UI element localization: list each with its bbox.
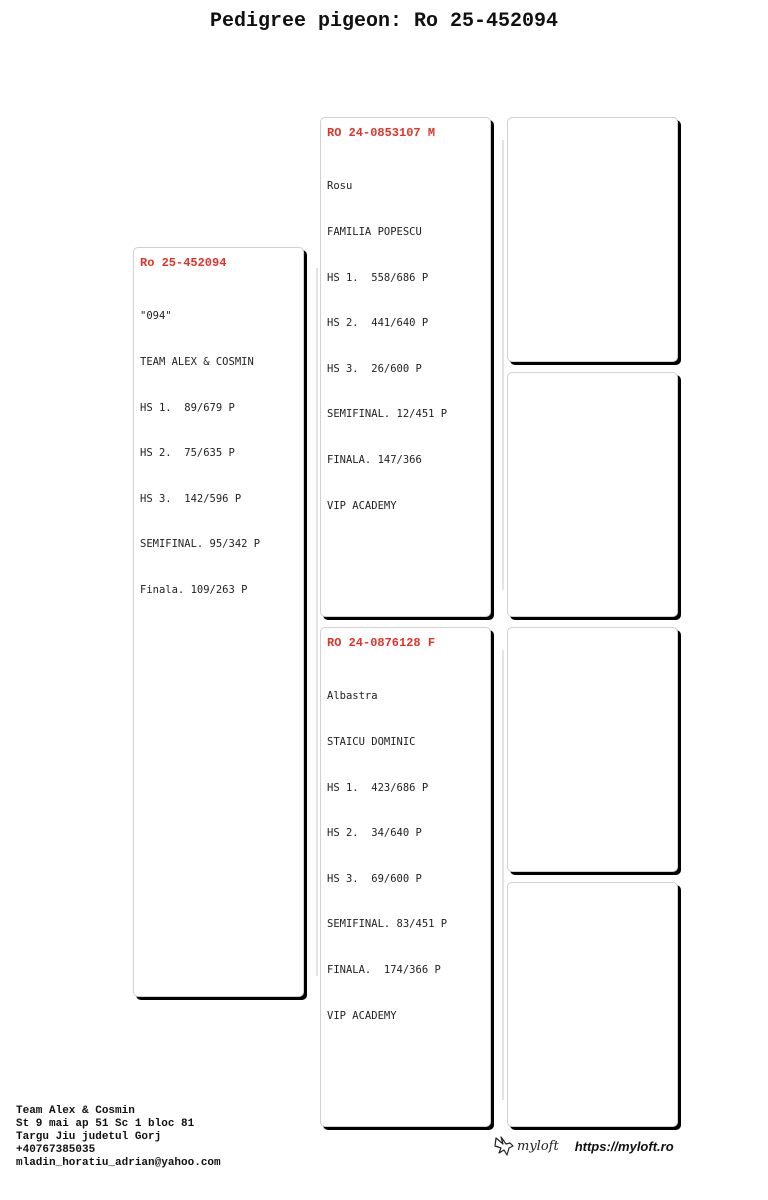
connector-dam: [502, 650, 504, 1100]
owner-phone: +40767385035: [16, 1144, 96, 1156]
pigeon-card-sire-sire: [507, 117, 678, 362]
pigeon-details: [327, 149, 447, 544]
detail-line: Finala. 109/263 P: [140, 584, 248, 597]
detail-line: SEMIFINAL. 12/451 P: [327, 408, 448, 421]
owner-name: Team Alex & Cosmin: [16, 1105, 135, 1117]
owner-address: St 9 mai ap 51 Sc 1 bloc 81: [16, 1118, 195, 1130]
detail-line: VIP ACADEMY: [327, 1009, 397, 1022]
detail-line: Rosu: [327, 180, 353, 193]
owner-city: Targu Jiu judetul Gorj: [16, 1131, 162, 1143]
brand-block: [493, 1133, 674, 1159]
detail-line: TEAM ALEX & COSMIN: [140, 356, 254, 369]
brand-url-link[interactable]: https://myloft.ro: [574, 1138, 674, 1154]
detail-line: SEMIFINAL. 95/342 P: [140, 538, 261, 551]
detail-line: HS 3. 26/600 P: [327, 362, 422, 375]
pigeon-logo-icon: [493, 1134, 515, 1158]
pigeon-details: [140, 279, 260, 629]
pigeon-card-sire-dam: [507, 372, 678, 617]
connector-subject: [316, 268, 318, 976]
detail-line: HS 3. 142/596 P: [140, 492, 242, 505]
detail-line: STAICU DOMINIC: [327, 736, 416, 749]
ring-number: RO 24-0853107 M: [327, 126, 436, 140]
detail-line: "094": [140, 310, 172, 323]
connector-sire: [502, 140, 504, 590]
pigeon-details: [327, 659, 447, 1054]
detail-line: VIP ACADEMY: [327, 499, 397, 512]
detail-line: SEMIFINAL. 83/451 P: [327, 918, 448, 931]
pigeon-card-dam-sire: [507, 627, 678, 872]
detail-line: HS 2. 441/640 P: [327, 317, 429, 330]
ring-number: RO 24-0876128 F: [327, 636, 436, 650]
detail-line: FAMILIA POPESCU: [327, 226, 422, 239]
pigeon-card-subject: [133, 247, 304, 997]
detail-line: HS 3. 69/600 P: [327, 872, 422, 885]
pigeon-card-sire: [320, 117, 491, 617]
detail-line: HS 1. 558/686 P: [327, 271, 429, 284]
detail-line: FINALA. 147/366: [327, 454, 422, 467]
detail-line: HS 1. 89/679 P: [140, 401, 235, 414]
detail-line: Albastra: [327, 690, 378, 703]
owner-email[interactable]: mladin_horatiu_adrian@yahoo.com: [16, 1157, 221, 1169]
owner-contact: [16, 1105, 221, 1170]
ring-number: Ro 25-452094: [140, 256, 227, 270]
page-title: Pedigree pigeon: Ro 25-452094: [209, 10, 559, 33]
pigeon-card-dam-dam: [507, 882, 678, 1127]
pigeon-card-dam: [320, 627, 491, 1127]
detail-line: FINALA. 174/366 P: [327, 964, 441, 977]
brand-logo-text: myloft: [517, 1138, 559, 1154]
detail-line: HS 1. 423/686 P: [327, 781, 429, 794]
detail-line: HS 2. 34/640 P: [327, 827, 422, 840]
detail-line: HS 2. 75/635 P: [140, 447, 235, 460]
